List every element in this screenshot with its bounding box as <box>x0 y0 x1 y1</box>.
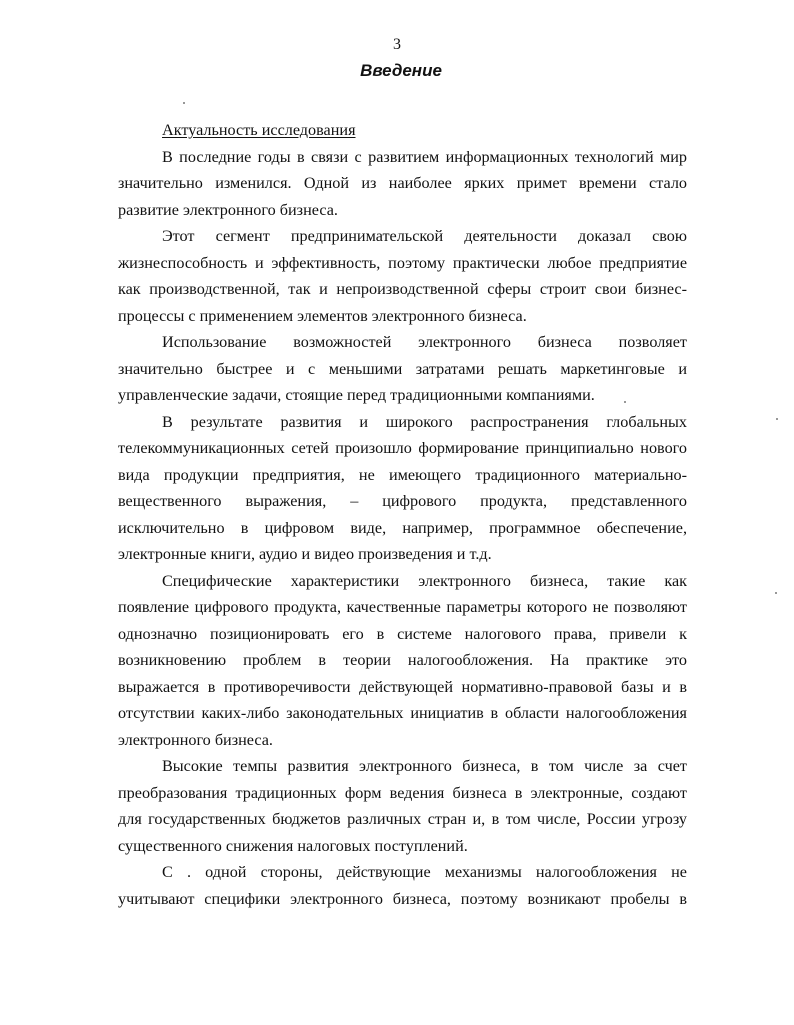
text-line: преобразования традиционных форм ведения бизнеса в электронные, создают <box>118 783 687 802</box>
text-line: возникновению проблем в теории налогообложения. На практике это <box>118 651 687 669</box>
text-line: значительно изменился. Одной из наиболее ярких примет времени стало <box>118 174 687 192</box>
text-line: Высокие темпы развития электронного бизнеса, в том числе за счет <box>162 757 687 775</box>
text-line: Специфические характеристики электронного бизнеса, такие как <box>162 571 687 590</box>
text-line: С . одной стороны, действующие механизмы налогообложения не <box>162 863 687 881</box>
text-line: вещественного выражения, – цифрового продукта, представленного <box>118 492 687 510</box>
text-line: телекоммуникационных сетей произошло формирование принципиально нового <box>118 439 687 457</box>
paragraph <box>118 409 687 568</box>
paragraph <box>118 223 687 329</box>
text-line: Этот сегмент предпринимательской деятельности доказал свою <box>162 227 687 245</box>
text-line: учитывают специфики электронного бизнеса, поэтому возникают пробелы в <box>118 889 687 908</box>
text-line: исключительно в цифровом виде, например, программное обеспечение, <box>118 518 687 537</box>
page-heading: Введение <box>360 61 442 80</box>
text-line: выражается в противоречивости действующей нормативно-правовой базы и в <box>118 677 687 696</box>
scan-speck <box>776 418 778 420</box>
text-line: значительно быстрее и с меньшими затратами решать маркетинговые и <box>118 359 687 378</box>
text-line: отсутствии каких-либо законодательных инициатив в области налогообложения <box>118 704 687 722</box>
text-line: В последние годы в связи с развитием информационных технологий мир <box>162 147 687 166</box>
paragraph-list <box>118 144 687 913</box>
text-line: жизнеспособность и эффективность, поэтому практически любое предприятие <box>118 253 687 272</box>
text-line: развитие электронного бизнеса. <box>118 200 338 219</box>
text-line: появление цифрового продукта, качественные параметры которого не позволяют <box>118 598 687 616</box>
text-line: электронные книги, аудио и видео произведения и т.д. <box>118 545 492 563</box>
text-line: существенного снижения налоговых поступлений. <box>118 836 468 855</box>
paragraph <box>118 144 687 224</box>
text-line: для государственных бюджетов различных стран и, в том числе, России угрозу <box>118 810 687 828</box>
text-line: как производственной, так и непроизводственной сферы строит свои бизнес- <box>118 280 687 298</box>
document-body <box>118 117 687 912</box>
text-line: Использование возможностей электронного бизнеса позволяет <box>162 333 687 351</box>
text-line: электронного бизнеса. <box>118 730 273 749</box>
scan-speck <box>775 592 777 594</box>
text-line: вида продукции предприятия, не имеющего традиционного материально- <box>118 465 687 484</box>
page-number: 3 <box>393 36 401 53</box>
text-line: управленческие задачи, стоящие перед традиционными компаниями. <box>118 386 595 404</box>
text-line: В результате развития и широкого распространения глобальных <box>162 412 687 431</box>
text-line: процессы с применением элементов электронного бизнеса. <box>118 306 527 325</box>
paragraph <box>118 329 687 409</box>
section-title: Актуальность исследования <box>162 121 356 139</box>
paragraph <box>118 568 687 754</box>
paragraph <box>118 859 687 912</box>
scan-speck <box>183 102 185 104</box>
paragraph <box>118 753 687 859</box>
text-line: однозначно позиционировать его в системе налогового права, привели к <box>118 624 687 643</box>
